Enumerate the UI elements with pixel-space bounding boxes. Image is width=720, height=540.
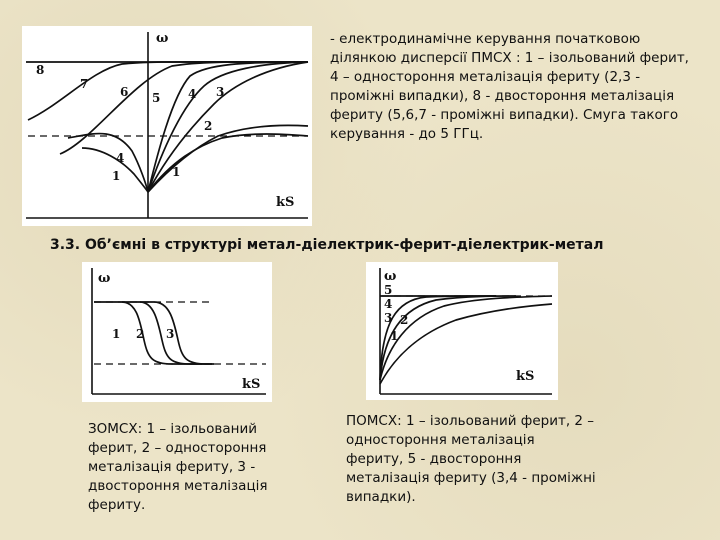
top-label-2: 2 bbox=[204, 119, 213, 133]
zomsx-curve-1 bbox=[94, 302, 202, 364]
pomsx-omega-label: ω bbox=[384, 269, 397, 284]
top-label-4-left: 4 bbox=[116, 151, 125, 165]
top-curve-7 bbox=[28, 62, 308, 120]
top-label-4: 4 bbox=[188, 87, 197, 101]
top-label-1-left: 1 bbox=[112, 169, 121, 183]
top-curve-1-right bbox=[148, 134, 308, 192]
top-label-8: 8 bbox=[36, 63, 45, 77]
top-curve-6 bbox=[60, 62, 308, 154]
top-label-7: 7 bbox=[80, 77, 89, 91]
pomsx-label-1: 1 bbox=[390, 329, 399, 343]
zomsx-omega-label: ω bbox=[98, 271, 111, 286]
pomsx-curve-2 bbox=[380, 296, 552, 380]
top-label-3: 3 bbox=[216, 85, 225, 99]
top-chart-svg bbox=[22, 26, 312, 226]
zomsx-chart bbox=[82, 262, 272, 402]
pomsx-label-3: 3 bbox=[384, 311, 393, 325]
top-label-5: 5 bbox=[152, 91, 161, 105]
pomsx-chart bbox=[366, 262, 558, 400]
zomsx-curve-3 bbox=[140, 302, 214, 364]
top-omega-label: ω bbox=[156, 31, 169, 46]
top-chart bbox=[22, 26, 312, 226]
zomsx-label-3: 3 bbox=[166, 327, 175, 341]
pomsx-label-4: 4 bbox=[384, 297, 393, 311]
zomsx-label-2: 2 bbox=[136, 327, 145, 341]
pomsx-ks-label: kS bbox=[516, 369, 535, 384]
zomsx-ks-label: kS bbox=[242, 377, 261, 392]
top-label-6: 6 bbox=[120, 85, 129, 99]
pomsx-label-5: 5 bbox=[384, 283, 393, 297]
zomsx-label-1: 1 bbox=[112, 327, 121, 341]
zomsx-caption: ЗОМСХ: 1 – ізольований ферит, 2 – одностороння металізація фериту, 3 - двостороння металізація фериту. bbox=[88, 421, 268, 513]
pomsx-label-2: 2 bbox=[400, 313, 409, 327]
section-heading: 3.3. Об’ємні в структурі метал-діелектрик-ферит-діелектрик-метал bbox=[50, 237, 604, 253]
top-description: - електродинамічне керування початковою ділянкою дисперсії ПМСХ : 1 – ізольований ферит, 4 – одностороння металізація фериту (2,3 - проміжні випадки), 8 - двостороння металізація фериту (5,6,7 - проміжні випадки). Смуга такого керування - до 5 ГГц. bbox=[330, 31, 689, 142]
top-ks-label: kS bbox=[276, 195, 295, 210]
pomsx-caption: ПОМСХ: 1 – ізольований ферит, 2 – одностороння металізація фериту, 5 - двостороння металізація фериту (3,4 - проміжні випадки). bbox=[346, 413, 596, 505]
top-label-1-right: 1 bbox=[172, 165, 181, 179]
